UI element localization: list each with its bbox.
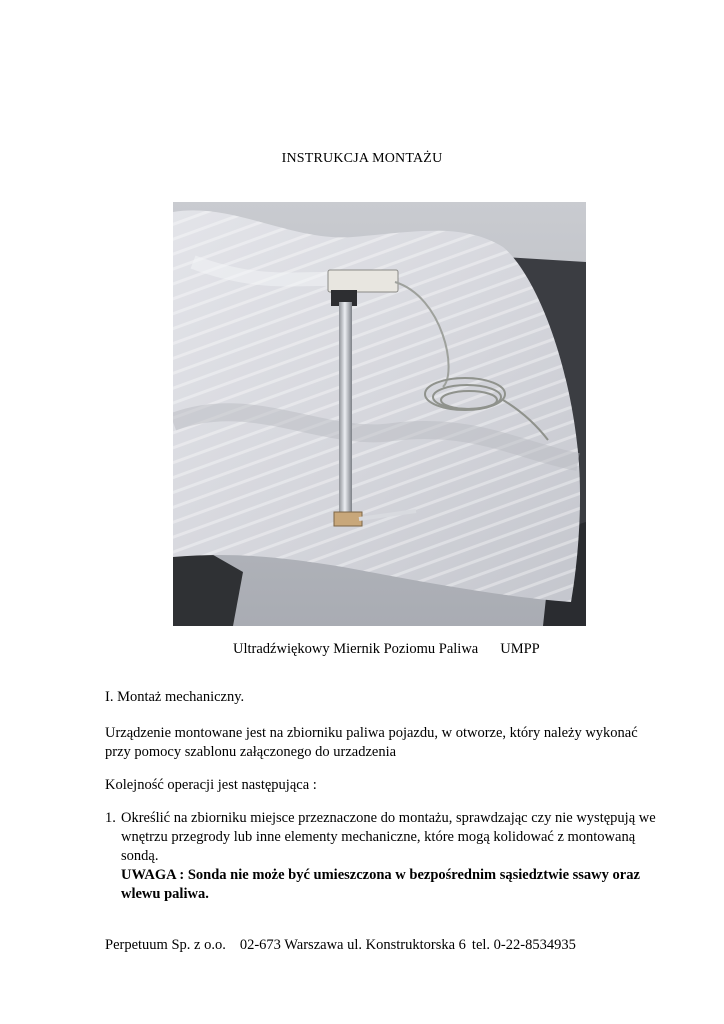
warning-text: UWAGA : Sonda nie może być umieszczona w bezpośrednim sąsiedztwie ssawy oraz wlewu paliwa. xyxy=(121,867,640,902)
steps-list xyxy=(105,809,665,904)
caption-product-name: Ultradźwiękowy Miernik Poziomu Paliwa xyxy=(233,641,479,657)
footer xyxy=(105,937,576,954)
list-item xyxy=(105,809,665,904)
paragraph-order: Kolejność operacji jest następująca : xyxy=(105,777,317,793)
product-photo xyxy=(173,202,586,626)
footer-address: 02-673 Warszawa ul. Konstruktorska 6 xyxy=(239,937,466,953)
caption-product-code: UMPP xyxy=(500,641,540,657)
footer-phone: tel. 0-22-8534935 xyxy=(471,937,576,953)
document-title: INSTRUKCJA MONTAŻU xyxy=(281,151,443,166)
list-item-number: 1. xyxy=(105,810,116,826)
photo-caption xyxy=(233,641,540,658)
paragraph-mounting: Urządzenie montowane jest na zbiorniku paliwa pojazdu, w otworze, który należy wykonać przy pomocy szablonu załączonego do urzadzenia xyxy=(105,725,638,760)
footer-company: Perpetuum Sp. z o.o. xyxy=(105,937,226,953)
section-heading: I. Montaż mechaniczny. xyxy=(105,689,245,705)
list-item-text: Określić na zbiorniku miejsce przeznaczone do montażu, sprawdzając czy nie występują we wnętrzu przegrody lub inne elementy mechaniczne, które mogą kolidować z montowaną sondą. xyxy=(121,810,656,864)
